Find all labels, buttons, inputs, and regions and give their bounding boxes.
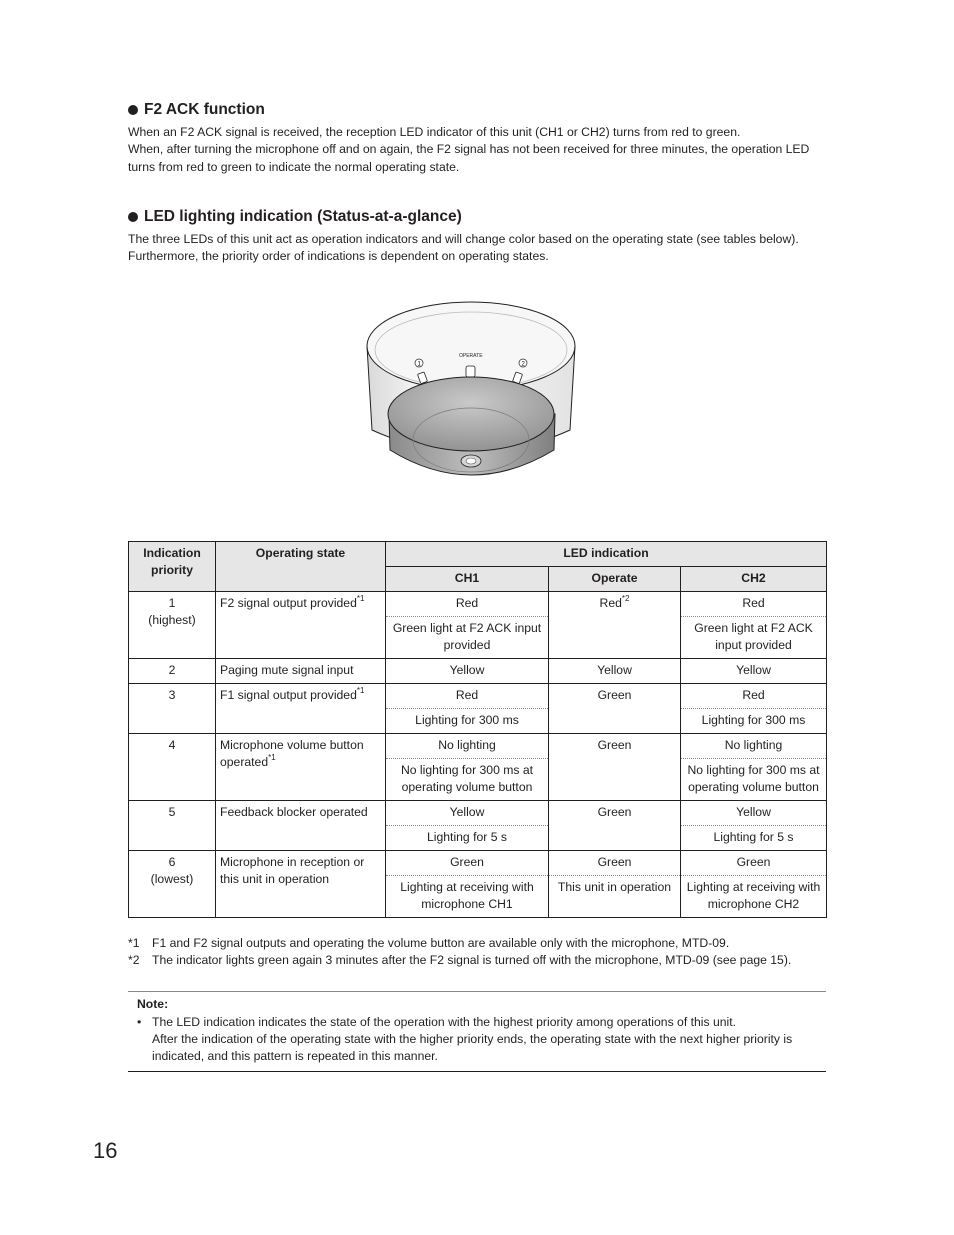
paragraph-line: When an F2 ACK signal is received, the reception LED indicator of this unit (CH1 or CH2) turns from red to green. — [128, 125, 741, 139]
note-box — [128, 991, 826, 1072]
footnote-text: The indicator lights green again 3 minutes after the F2 signal is turned off with the microphone, MTD-09 (see page 15). — [152, 953, 792, 967]
table-row — [129, 734, 827, 759]
ch2-cell: No lighting — [681, 734, 827, 759]
ch1-cell: Green light at F2 ACK input provided — [386, 617, 549, 659]
ch1-cell: Yellow — [386, 659, 549, 684]
operate-cell: Green — [549, 684, 681, 734]
ch1-cell: Lighting for 300 ms — [386, 709, 549, 734]
header-led-indication: LED indication — [386, 542, 827, 567]
ch2-cell: Lighting at receiving with microphone CH2 — [681, 876, 827, 918]
note-item — [137, 1014, 827, 1065]
ch2-cell: Red — [681, 684, 827, 709]
note-line: After the indication of the operating state with the higher priority ends, the operating state with the next higher priority is indicated, and this pattern is repeated in this manner. — [152, 1032, 793, 1063]
footnote-mark: *1 — [128, 936, 140, 950]
section-f2-ack-title — [128, 101, 265, 119]
ch2-cell: Yellow — [681, 659, 827, 684]
operate-text: Red — [599, 596, 622, 610]
section-led-title — [128, 208, 462, 226]
operate-cell: Green — [549, 851, 681, 876]
ch1-cell: Lighting at receiving with microphone CH1 — [386, 876, 549, 918]
note-line: The LED indication indicates the state of the operation with the highest priority among operations of this unit. — [152, 1015, 736, 1029]
ch2-cell: Green — [681, 851, 827, 876]
table-row — [129, 592, 827, 617]
ch1-cell: No lighting for 300 ms at operating volume button — [386, 759, 549, 801]
table-row — [129, 659, 827, 684]
operate-cell: This unit in operation — [549, 876, 681, 918]
paragraph-line: Furthermore, the priority order of indications is dependent on operating states. — [128, 249, 549, 264]
priority-cell — [129, 851, 216, 918]
state-text: F1 signal output provided — [220, 688, 357, 702]
operate-label: OPERATE — [459, 353, 483, 359]
footnote-ref: *1 — [356, 686, 365, 695]
bullet-icon — [128, 212, 138, 222]
operate-cell: Yellow — [549, 659, 681, 684]
ch2-cell: Red — [681, 592, 827, 617]
ch1-marker-label: 1 — [417, 361, 421, 368]
header-operate: Operate — [549, 567, 681, 592]
section-f2-ack-body — [128, 124, 838, 176]
priority-cell — [129, 592, 216, 659]
ch2-cell: Yellow — [681, 801, 827, 826]
state-cell — [216, 734, 386, 801]
ch1-cell: No lighting — [386, 734, 549, 759]
table-header-row — [129, 542, 827, 567]
state-text: Microphone volume button operated — [220, 738, 364, 769]
state-cell: Microphone in reception or this unit in operation — [216, 851, 386, 918]
ch1-cell: Red — [386, 684, 549, 709]
header-ch2: CH2 — [681, 567, 827, 592]
table-row — [129, 851, 827, 876]
note-title: Note: — [137, 997, 169, 1011]
state-cell — [216, 592, 386, 659]
ch1-cell: Lighting for 5 s — [386, 826, 549, 851]
ch1-cell: Yellow — [386, 801, 549, 826]
ch2-cell: Lighting for 300 ms — [681, 709, 827, 734]
ch1-cell: Green — [386, 851, 549, 876]
operate-cell: Green — [549, 734, 681, 801]
priority-value: 1 — [168, 596, 176, 610]
note-bullet: • — [137, 1015, 142, 1029]
paragraph-line: When, after turning the microphone off and on again, the F2 signal has not been received for three minutes, the operation LED turns from red to green to indicate the normal operating state. — [128, 142, 810, 174]
note-text — [152, 1014, 822, 1065]
section-led-body — [128, 231, 838, 266]
footnote-ref: *1 — [356, 594, 365, 603]
bullet-icon — [128, 105, 138, 115]
footnote-ref: *2 — [621, 594, 630, 603]
priority-cell: 5 — [129, 801, 216, 851]
priority-note: (highest) — [148, 613, 196, 627]
ch2-cell: Lighting for 5 s — [681, 826, 827, 851]
ch2-cell: No lighting for 300 ms at operating volume button — [681, 759, 827, 801]
state-cell — [216, 684, 386, 734]
footnote — [128, 935, 729, 952]
page-number: 16 — [93, 1138, 118, 1163]
section-title-text: LED lighting indication (Status-at-a-glance) — [144, 208, 462, 225]
state-cell: Feedback blocker operated — [216, 801, 386, 851]
footnote-mark: *2 — [128, 953, 140, 967]
priority-value: 6 — [168, 855, 176, 869]
ceiling-speaker-illustration — [360, 300, 582, 496]
header-operating-state: Operating state — [216, 542, 386, 592]
table-row — [129, 801, 827, 826]
led-indication-table — [128, 541, 827, 918]
table-row — [129, 684, 827, 709]
priority-cell: 2 — [129, 659, 216, 684]
header-priority: Indication priority — [129, 542, 216, 592]
ch2-marker-label: 2 — [521, 361, 525, 368]
footnote-ref: *1 — [268, 753, 276, 762]
operate-cell — [549, 592, 681, 659]
operate-cell: Green — [549, 801, 681, 851]
priority-note: (lowest) — [150, 872, 194, 886]
priority-cell: 3 — [129, 684, 216, 734]
paragraph-line: The three LEDs of this unit act as operation indicators and will change color based on the operating state (see tables below). — [128, 232, 799, 246]
ch1-cell: Red — [386, 592, 549, 617]
header-ch1: CH1 — [386, 567, 549, 592]
footnote-text: F1 and F2 signal outputs and operating the volume button are available only with the microphone, MTD-09. — [152, 936, 730, 950]
section-title-text: F2 ACK function — [144, 101, 265, 118]
operate-led-icon — [466, 366, 475, 377]
priority-cell: 4 — [129, 734, 216, 801]
state-text: F2 signal output provided — [220, 596, 357, 610]
footnote — [128, 952, 791, 969]
state-cell: Paging mute signal input — [216, 659, 386, 684]
ch2-cell: Green light at F2 ACK input provided — [681, 617, 827, 659]
